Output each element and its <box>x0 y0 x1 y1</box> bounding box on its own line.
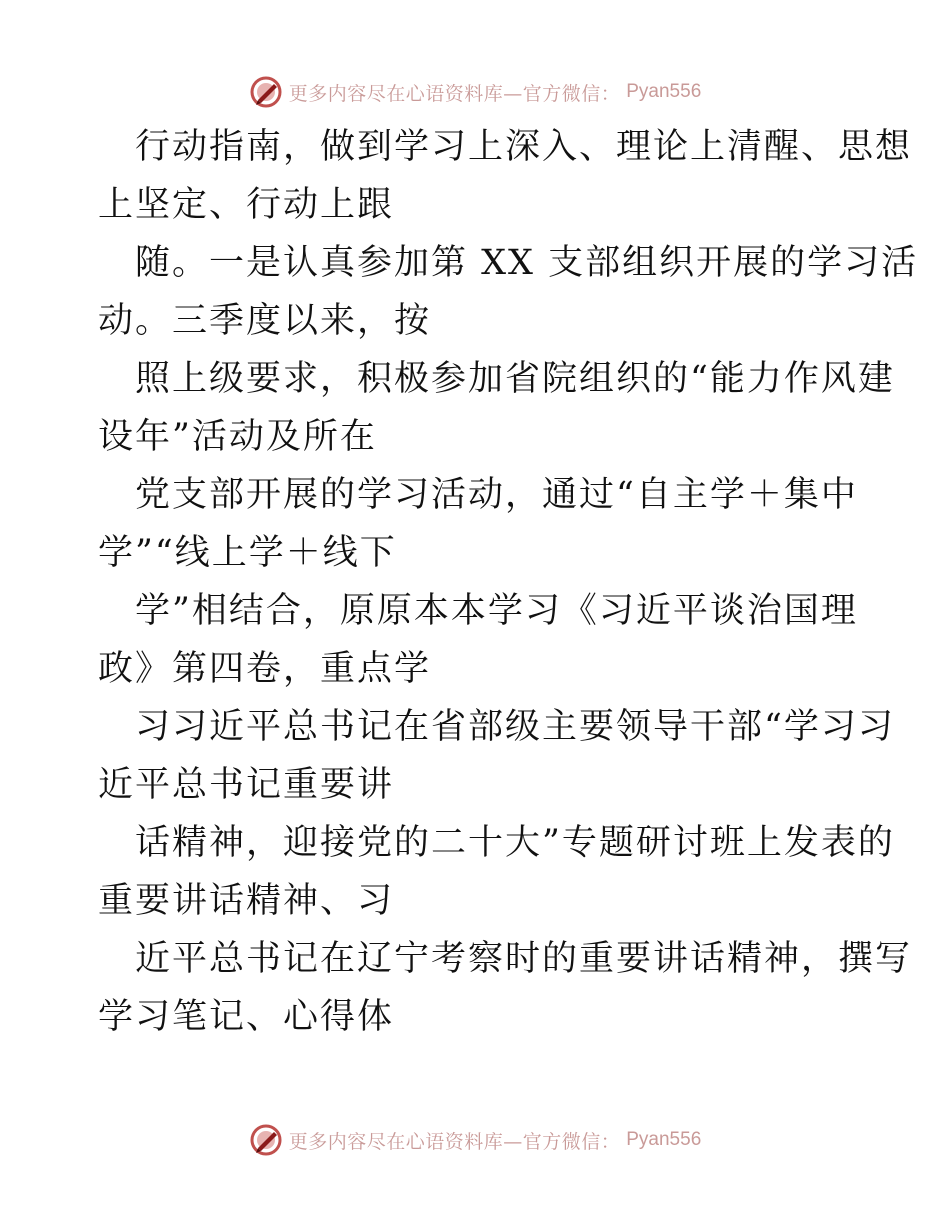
text-line: 习习近平总书记在省部级主要领导干部“学习习 <box>135 707 895 747</box>
header-watermark <box>0 72 950 112</box>
text-line: 设年”活动及所在 <box>98 417 377 457</box>
text-line: 党支部开展的学习活动，通过“自主学＋集中 <box>135 475 858 515</box>
text-line: 照上级要求，积极参加省院组织的“能力作风建 <box>135 359 895 399</box>
text-line: 动。三季度以来，按 <box>98 301 432 341</box>
watermark-text: 更多内容尽在心语资料库—官方微信： <box>288 82 621 105</box>
text-line: 学”“线上学＋线下 <box>98 533 397 573</box>
text-line: 话精神，迎接党的二十大”专题研讨班上发表的 <box>135 823 895 863</box>
footer-watermark <box>0 1120 950 1160</box>
watermark-wechat-id: Pyan556 <box>626 1129 702 1150</box>
text-line: 近平总书记重要讲 <box>98 765 395 805</box>
text-line: 随。一是认真参加第 XX 支部组织开展的学习活 <box>135 243 919 283</box>
pen-seal-icon <box>249 75 283 109</box>
text-line: 重要讲话精神、习 <box>98 881 395 921</box>
watermark-wechat-id: Pyan556 <box>626 81 702 102</box>
text-line: 学习笔记、心得体 <box>98 997 395 1037</box>
text-line: 学”相结合，原原本本学习《习近平谈治国理 <box>135 591 858 631</box>
text-line: 行动指南，做到学习上深入、理论上清醒、思想 <box>135 127 913 167</box>
text-line: 上坚定、行动上跟 <box>98 185 395 225</box>
text-line: 近平总书记在辽宁考察时的重要讲话精神，撰写 <box>135 939 913 979</box>
pen-seal-icon <box>249 1123 283 1157</box>
watermark-text: 更多内容尽在心语资料库—官方微信： <box>288 1130 621 1153</box>
text-line: 政》第四卷，重点学 <box>98 649 432 689</box>
